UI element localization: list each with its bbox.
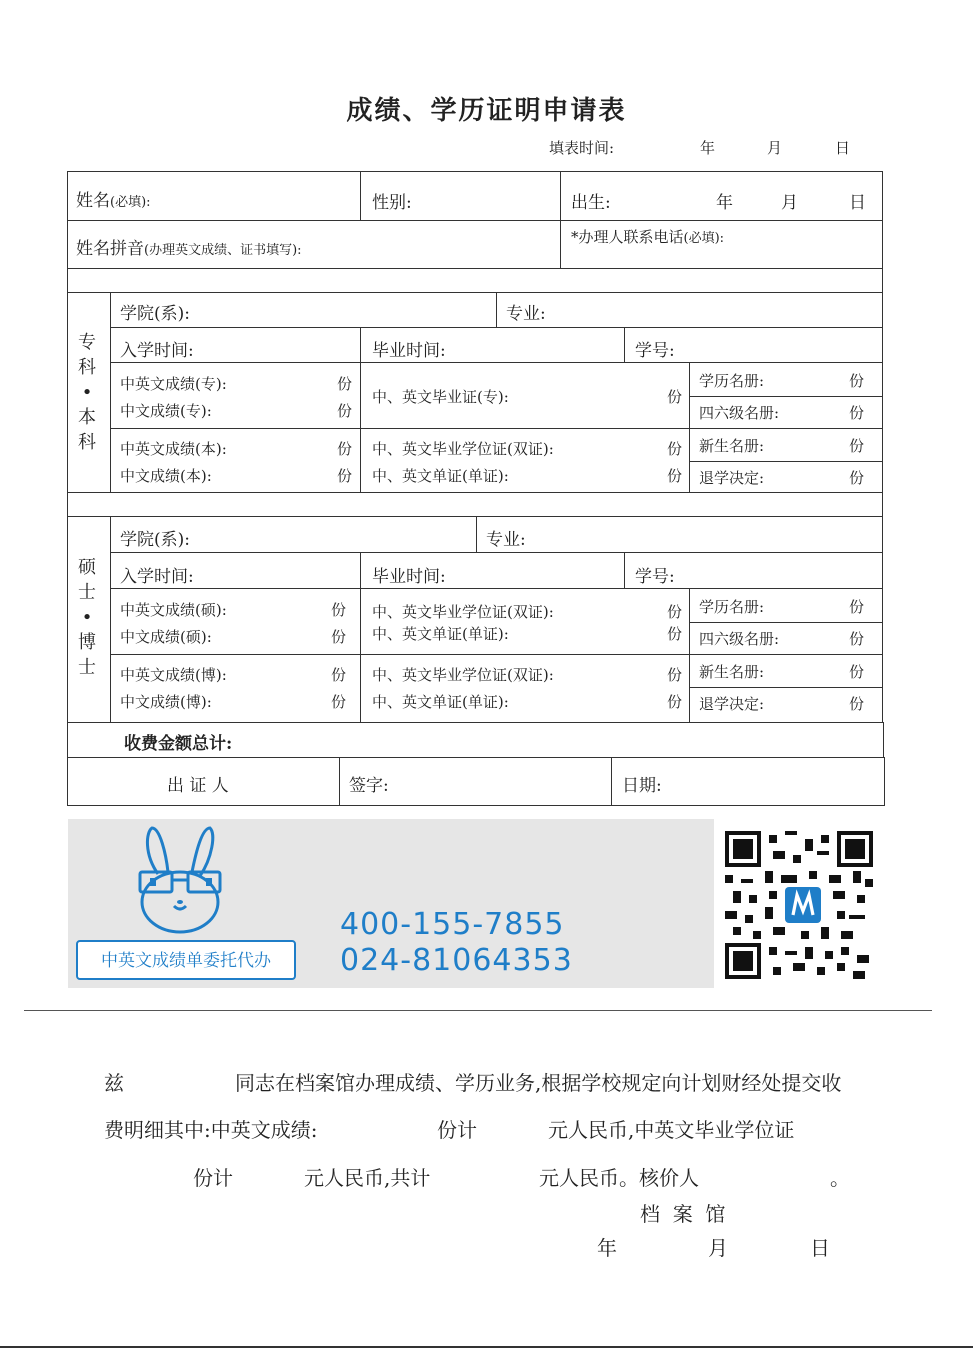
birth-month: 月: [781, 193, 798, 213]
pg-roster-3: 新生名册:: [699, 663, 765, 681]
pinyin-label: 姓名拼音(办理英文成绩、证书填写):: [76, 239, 302, 259]
postgrad-student-id: 学号:: [635, 567, 675, 587]
pg-roster-1: 学历名册:: [699, 598, 765, 616]
pg-roster-3-unit: 份: [849, 663, 865, 681]
page-title: 成绩、学历证明申请表: [346, 96, 627, 126]
pg-roster-2: 四六级名册:: [699, 630, 780, 648]
undergrad-enroll: 入学时间:: [120, 341, 194, 361]
gender-label: 性别:: [372, 193, 412, 213]
note-l3a: 份计: [193, 1166, 233, 1190]
pg-cert-4-unit: 份: [667, 693, 683, 711]
ug-grade-1: 中英文成绩(专):: [120, 375, 227, 393]
ug-roster-4: 退学决定:: [699, 469, 765, 487]
ug-grade-2: 中文成绩(专):: [120, 402, 212, 420]
note-l3b: 元人民币,共计: [304, 1166, 431, 1190]
ug-cert-1: 中、英文毕业证(专):: [372, 388, 509, 406]
ug-roster-2-unit: 份: [849, 404, 865, 422]
note-l2a: 费明细其中:中英文成绩:: [104, 1118, 318, 1142]
fill-date-month: 月: [767, 139, 783, 157]
postgrad-major: 专业:: [486, 530, 526, 550]
pg-grade-4-unit: 份: [331, 693, 347, 711]
ug-grade-2-unit: 份: [337, 402, 353, 420]
pg-cert-2: 中、英文单证(单证):: [372, 625, 509, 643]
pg-grade-2-unit: 份: [331, 628, 347, 646]
pg-grade-4: 中文成绩(博):: [120, 693, 212, 711]
ug-grade-3-unit: 份: [337, 440, 353, 458]
issuer-date: 日期:: [622, 776, 662, 796]
phone-label: *办理人联系电话(必填):: [571, 228, 725, 246]
pg-cert-3-unit: 份: [667, 666, 683, 684]
ug-roster-3: 新生名册:: [699, 437, 765, 455]
qr-code-icon: [725, 831, 873, 979]
pg-grade-2: 中文成绩(硕):: [120, 628, 212, 646]
pg-grade-3: 中英文成绩(博):: [120, 666, 227, 684]
pg-roster-4-unit: 份: [849, 695, 865, 713]
fill-date-label: 填表时间:: [549, 139, 615, 157]
note-l3c: 元人民币。核价人: [539, 1166, 699, 1190]
pg-grade-1: 中英文成绩(硕):: [120, 601, 227, 619]
phone-number-1[interactable]: 400-155-7855: [340, 907, 565, 942]
fill-date-year: 年: [700, 139, 716, 157]
issuer-label: 出 证 人: [167, 776, 229, 796]
name-label: 姓名(必填):: [76, 191, 151, 211]
note-day: 日: [810, 1236, 830, 1260]
note-month: 月: [708, 1236, 728, 1260]
postgrad-graduate: 毕业时间:: [372, 567, 446, 587]
birth-label: 出生:: [571, 193, 611, 213]
pg-grade-3-unit: 份: [331, 666, 347, 684]
ug-grade-4-unit: 份: [337, 467, 353, 485]
ug-grade-1-unit: 份: [337, 375, 353, 393]
pg-roster-4: 退学决定:: [699, 695, 765, 713]
note-l2c: 元人民币,中英文毕业学位证: [548, 1118, 795, 1142]
pg-cert-3: 中、英文毕业学位证(双证):: [372, 666, 554, 684]
ug-roster-1: 学历名册:: [699, 372, 765, 390]
note-l2b: 份计: [437, 1118, 477, 1142]
rabbit-mascot-icon: [130, 824, 230, 944]
ug-cert-3-unit: 份: [667, 467, 683, 485]
fee-total-label: 收费金额总计:: [124, 734, 233, 754]
ug-roster-3-unit: 份: [849, 437, 865, 455]
birth-year: 年: [716, 193, 733, 213]
phone-number-2[interactable]: 024-81064353: [340, 943, 573, 978]
undergrad-graduate: 毕业时间:: [372, 341, 446, 361]
undergrad-side-label: 专 科 • 本 科: [78, 332, 96, 453]
postgrad-college: 学院(系):: [120, 530, 190, 550]
undergrad-college: 学院(系):: [120, 304, 190, 324]
pg-roster-2-unit: 份: [849, 630, 865, 648]
ug-roster-2: 四六级名册:: [699, 404, 780, 422]
undergrad-student-id: 学号:: [635, 341, 675, 361]
archive-label: 档 案 馆: [640, 1202, 726, 1226]
ug-cert-2-unit: 份: [667, 440, 683, 458]
ug-roster-4-unit: 份: [849, 469, 865, 487]
note-l3d: 。: [830, 1166, 850, 1190]
slogan-box: 中英文成绩单委托代办: [76, 940, 296, 980]
pg-cert-2-unit: 份: [667, 625, 683, 643]
note-l1b: 同志在档案馆办理成绩、学历业务,根据学校规定向计划财经处提交收: [235, 1071, 842, 1095]
ug-cert-2: 中、英文毕业学位证(双证):: [372, 440, 554, 458]
ug-cert-3: 中、英文单证(单证):: [372, 467, 509, 485]
undergrad-major: 专业:: [506, 304, 546, 324]
note-l1a: 兹: [104, 1071, 124, 1095]
pg-cert-4: 中、英文单证(单证):: [372, 693, 509, 711]
pg-grade-1-unit: 份: [331, 601, 347, 619]
fill-date-day: 日: [835, 139, 851, 157]
pg-roster-1-unit: 份: [849, 598, 865, 616]
ug-grade-4: 中文成绩(本):: [120, 467, 212, 485]
pg-cert-1: 中、英文毕业学位证(双证):: [372, 603, 554, 621]
postgrad-enroll: 入学时间:: [120, 567, 194, 587]
pg-cert-1-unit: 份: [667, 603, 683, 621]
note-year: 年: [597, 1236, 617, 1260]
birth-day: 日: [849, 193, 866, 213]
ug-cert-1-unit: 份: [667, 388, 683, 406]
issuer-sign: 签字:: [349, 776, 389, 796]
ug-grade-3: 中英文成绩(本):: [120, 440, 227, 458]
postgrad-side-label: 硕 士 • 博 士: [78, 557, 96, 678]
ug-roster-1-unit: 份: [849, 372, 865, 390]
